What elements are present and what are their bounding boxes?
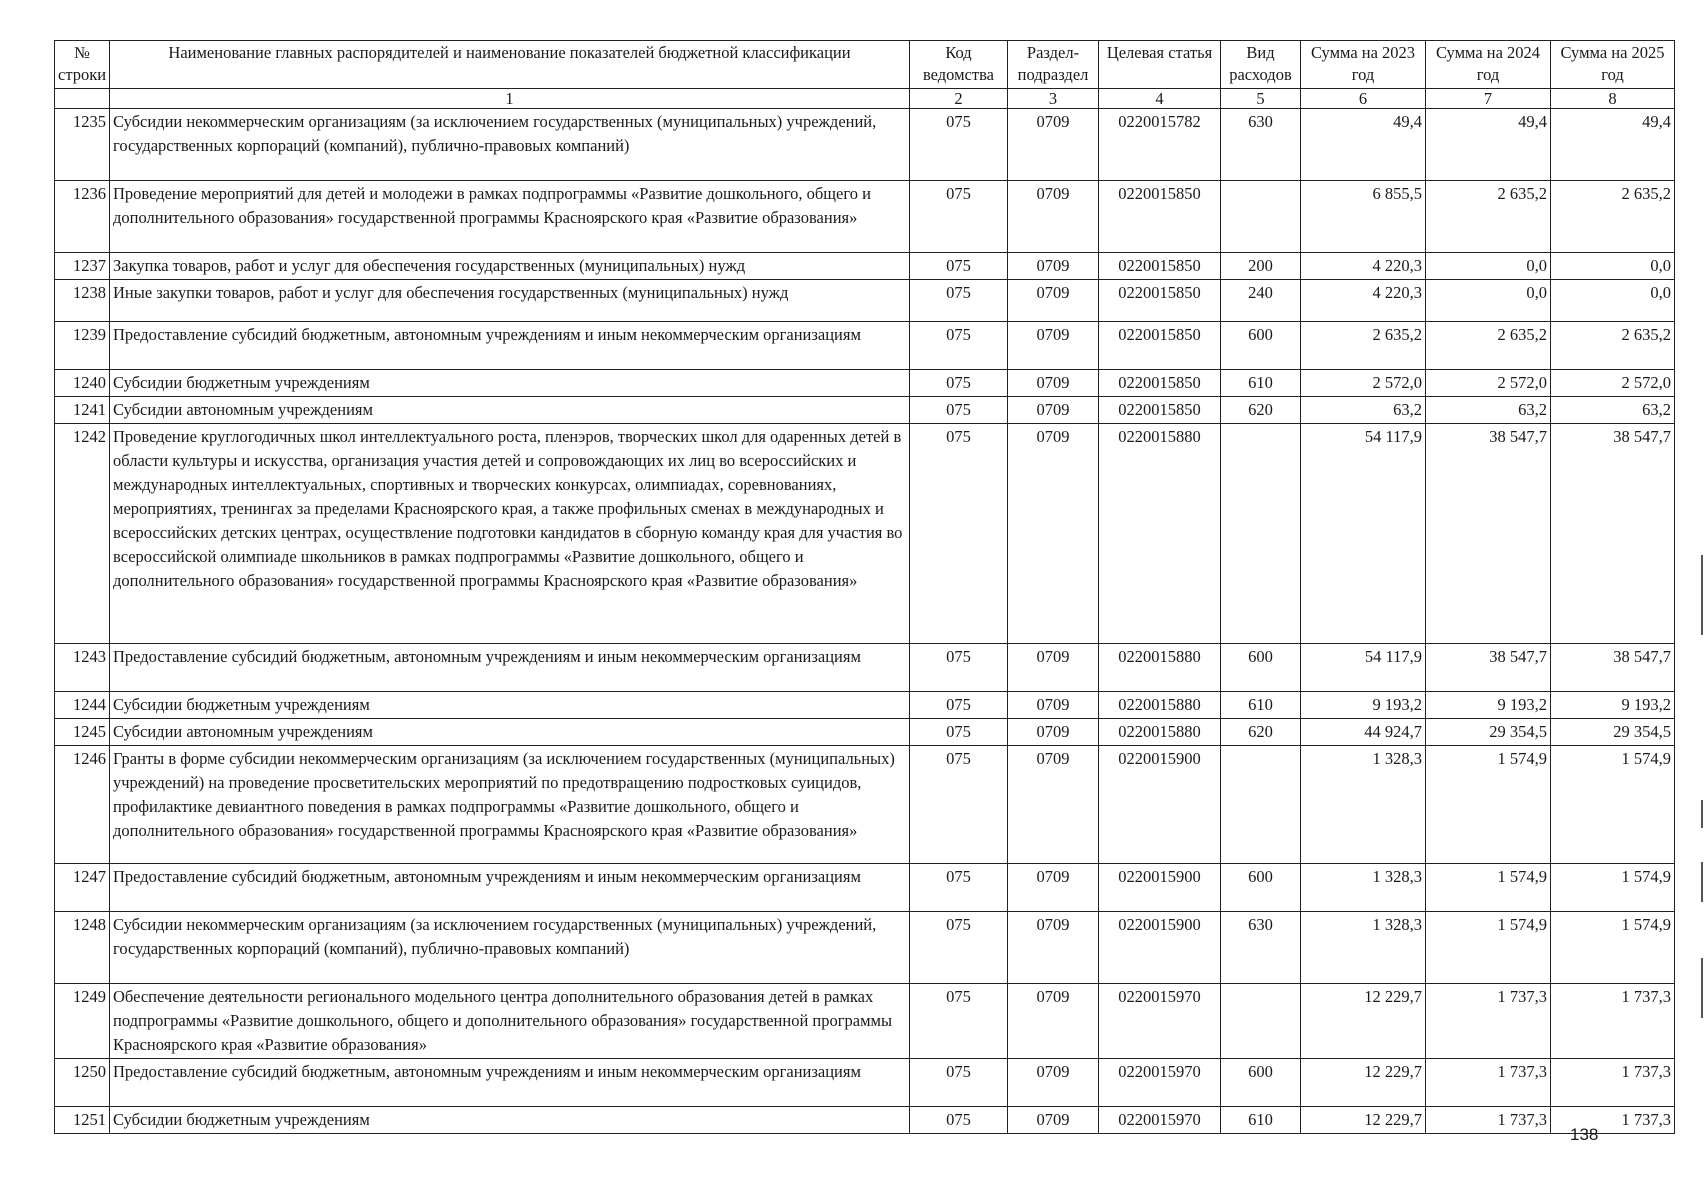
indicator-name: Предоставление субсидий бюджетным, автономным учреждениям и иным некоммерческим организациям xyxy=(110,322,910,370)
section-code: 0709 xyxy=(1008,644,1099,692)
sum-2025: 49,4 xyxy=(1551,109,1675,181)
expense-type: 620 xyxy=(1221,719,1301,746)
dept-code: 075 xyxy=(910,109,1008,181)
table-row xyxy=(55,397,1675,424)
row-number: 1242 xyxy=(55,424,110,644)
row-number: 1235 xyxy=(55,109,110,181)
sum-2025: 9 193,2 xyxy=(1551,692,1675,719)
row-number: 1247 xyxy=(55,863,110,911)
dept-code: 075 xyxy=(910,1058,1008,1106)
expense-type xyxy=(1221,745,1301,863)
row-number: 1240 xyxy=(55,370,110,397)
row-number: 1239 xyxy=(55,322,110,370)
table-row xyxy=(55,424,1675,644)
expense-type xyxy=(1221,424,1301,644)
row-number: 1248 xyxy=(55,911,110,983)
target-article: 0220015880 xyxy=(1099,692,1221,719)
sum-2025: 38 547,7 xyxy=(1551,424,1675,644)
row-number: 1245 xyxy=(55,719,110,746)
sum-2023: 4 220,3 xyxy=(1301,253,1426,280)
sum-2024: 1 737,3 xyxy=(1426,1106,1551,1133)
sum-2024: 1 737,3 xyxy=(1426,983,1551,1058)
table-row xyxy=(55,181,1675,253)
header-expense-type: Вид расходов xyxy=(1221,41,1301,89)
section-code: 0709 xyxy=(1008,911,1099,983)
indicator-name: Субсидии автономным учреждениям xyxy=(110,719,910,746)
indicator-name: Субсидии некоммерческим организациям (за исключением государственных (муниципальных) учреждений, государственных корпораций (компаний), публично-правовых компаний) xyxy=(110,911,910,983)
sum-2023: 1 328,3 xyxy=(1301,863,1426,911)
indicator-name: Предоставление субсидий бюджетным, автономным учреждениям и иным некоммерческим организациям xyxy=(110,644,910,692)
header-row xyxy=(55,41,1675,89)
table-body xyxy=(55,109,1675,1133)
section-code: 0709 xyxy=(1008,424,1099,644)
column-number xyxy=(55,88,110,109)
target-article: 0220015880 xyxy=(1099,644,1221,692)
sum-2023: 54 117,9 xyxy=(1301,424,1426,644)
expense-type: 600 xyxy=(1221,1058,1301,1106)
page-number: 138 xyxy=(1570,1125,1599,1144)
row-number: 1236 xyxy=(55,181,110,253)
dept-code: 075 xyxy=(910,424,1008,644)
dept-code: 075 xyxy=(910,911,1008,983)
expense-type: 610 xyxy=(1221,1106,1301,1133)
row-number: 1246 xyxy=(55,745,110,863)
sum-2025: 2 635,2 xyxy=(1551,322,1675,370)
table-row xyxy=(55,1106,1675,1133)
expense-type: 630 xyxy=(1221,109,1301,181)
target-article: 0220015850 xyxy=(1099,397,1221,424)
dept-code: 075 xyxy=(910,397,1008,424)
table-row xyxy=(55,280,1675,322)
target-article: 0220015970 xyxy=(1099,1058,1221,1106)
target-article: 0220015970 xyxy=(1099,983,1221,1058)
sum-2023: 1 328,3 xyxy=(1301,911,1426,983)
table-row xyxy=(55,370,1675,397)
expense-type: 610 xyxy=(1221,692,1301,719)
header-section: Раздел-подраздел xyxy=(1008,41,1099,89)
row-number: 1241 xyxy=(55,397,110,424)
row-number: 1249 xyxy=(55,983,110,1058)
column-number: 2 xyxy=(910,88,1008,109)
dept-code: 075 xyxy=(910,280,1008,322)
expense-type: 200 xyxy=(1221,253,1301,280)
sum-2023: 2 572,0 xyxy=(1301,370,1426,397)
indicator-name: Субсидии некоммерческим организациям (за исключением государственных (муниципальных) учреждений, государственных корпораций (компаний), публично-правовых компаний) xyxy=(110,109,910,181)
expense-type: 600 xyxy=(1221,863,1301,911)
expense-type: 630 xyxy=(1221,911,1301,983)
budget-table xyxy=(54,40,1675,1134)
sum-2025: 2 635,2 xyxy=(1551,181,1675,253)
header-sum-2023: Сумма на 2023 год xyxy=(1301,41,1426,89)
sum-2025: 0,0 xyxy=(1551,253,1675,280)
section-code: 0709 xyxy=(1008,397,1099,424)
table-row xyxy=(55,983,1675,1058)
dept-code: 075 xyxy=(910,322,1008,370)
table-row xyxy=(55,322,1675,370)
dept-code: 075 xyxy=(910,719,1008,746)
sum-2025: 63,2 xyxy=(1551,397,1675,424)
dept-code: 075 xyxy=(910,644,1008,692)
section-code: 0709 xyxy=(1008,983,1099,1058)
sum-2025: 1 737,3 xyxy=(1551,1058,1675,1106)
dept-code: 075 xyxy=(910,253,1008,280)
sum-2024: 29 354,5 xyxy=(1426,719,1551,746)
table-row xyxy=(55,253,1675,280)
target-article: 0220015970 xyxy=(1099,1106,1221,1133)
dept-code: 075 xyxy=(910,745,1008,863)
row-number: 1237 xyxy=(55,253,110,280)
section-code: 0709 xyxy=(1008,1058,1099,1106)
section-code: 0709 xyxy=(1008,745,1099,863)
section-code: 0709 xyxy=(1008,253,1099,280)
section-code: 0709 xyxy=(1008,370,1099,397)
sum-2024: 2 572,0 xyxy=(1426,370,1551,397)
target-article: 0220015850 xyxy=(1099,253,1221,280)
scan-margin-marks xyxy=(1699,0,1707,1200)
dept-code: 075 xyxy=(910,983,1008,1058)
table-row xyxy=(55,745,1675,863)
sum-2023: 1 328,3 xyxy=(1301,745,1426,863)
target-article: 0220015850 xyxy=(1099,370,1221,397)
row-number: 1243 xyxy=(55,644,110,692)
sum-2023: 63,2 xyxy=(1301,397,1426,424)
sum-2023: 54 117,9 xyxy=(1301,644,1426,692)
dept-code: 075 xyxy=(910,1106,1008,1133)
sum-2024: 1 737,3 xyxy=(1426,1058,1551,1106)
sum-2023: 12 229,7 xyxy=(1301,983,1426,1058)
sum-2024: 2 635,2 xyxy=(1426,322,1551,370)
indicator-name: Закупка товаров, работ и услуг для обеспечения государственных (муниципальных) нужд xyxy=(110,253,910,280)
sum-2023: 9 193,2 xyxy=(1301,692,1426,719)
expense-type: 240 xyxy=(1221,280,1301,322)
indicator-name: Предоставление субсидий бюджетным, автономным учреждениям и иным некоммерческим организациям xyxy=(110,863,910,911)
row-number: 1238 xyxy=(55,280,110,322)
sum-2023: 12 229,7 xyxy=(1301,1106,1426,1133)
target-article: 0220015880 xyxy=(1099,424,1221,644)
sum-2025: 1 574,9 xyxy=(1551,745,1675,863)
section-code: 0709 xyxy=(1008,692,1099,719)
indicator-name: Предоставление субсидий бюджетным, автономным учреждениям и иным некоммерческим организациям xyxy=(110,1058,910,1106)
section-code: 0709 xyxy=(1008,863,1099,911)
sum-2024: 0,0 xyxy=(1426,280,1551,322)
sum-2025: 1 574,9 xyxy=(1551,911,1675,983)
header-dept-code: Код ведомства xyxy=(910,41,1008,89)
sum-2025: 2 572,0 xyxy=(1551,370,1675,397)
sum-2023: 4 220,3 xyxy=(1301,280,1426,322)
header-row-number: № строки xyxy=(55,41,110,89)
column-number: 7 xyxy=(1426,88,1551,109)
indicator-name: Иные закупки товаров, работ и услуг для обеспечения государственных (муниципальных) нужд xyxy=(110,280,910,322)
section-code: 0709 xyxy=(1008,322,1099,370)
sum-2024: 1 574,9 xyxy=(1426,745,1551,863)
sum-2023: 12 229,7 xyxy=(1301,1058,1426,1106)
section-code: 0709 xyxy=(1008,181,1099,253)
expense-type: 600 xyxy=(1221,322,1301,370)
section-code: 0709 xyxy=(1008,109,1099,181)
target-article: 0220015900 xyxy=(1099,863,1221,911)
expense-type: 600 xyxy=(1221,644,1301,692)
section-code: 0709 xyxy=(1008,719,1099,746)
sum-2025: 1 737,3 xyxy=(1551,983,1675,1058)
target-article: 0220015850 xyxy=(1099,280,1221,322)
column-number: 6 xyxy=(1301,88,1426,109)
indicator-name: Проведение круглогодичных школ интеллектуального роста, пленэров, творческих школ для одаренных детей в области культуры и искусства, организация участия детей и сопровождающих их лиц во всероссийских и международных интеллектуальных, спортивных и творческих конкурсах, олимпиадах, соревнованиях, мероприятиях, тренингах за пределами Красноярского края, а также профильных сменах в международных и всероссийских детских центрах, осуществление подготовки кандидатов в сборную команду края для участия во всероссийской олимпиаде школьников в рамках подпрограммы «Развитие дошкольного, общего и дополнительного образования» государственной программы Красноярского края «Развитие образования» xyxy=(110,424,910,644)
sum-2025: 29 354,5 xyxy=(1551,719,1675,746)
indicator-name: Субсидии бюджетным учреждениям xyxy=(110,1106,910,1133)
section-code: 0709 xyxy=(1008,1106,1099,1133)
header-target: Целевая статья xyxy=(1099,41,1221,89)
sum-2024: 38 547,7 xyxy=(1426,424,1551,644)
section-code: 0709 xyxy=(1008,280,1099,322)
expense-type: 610 xyxy=(1221,370,1301,397)
table-row xyxy=(55,719,1675,746)
expense-type: 620 xyxy=(1221,397,1301,424)
sum-2023: 2 635,2 xyxy=(1301,322,1426,370)
column-number: 4 xyxy=(1099,88,1221,109)
header-sum-2024: Сумма на 2024 год xyxy=(1426,41,1551,89)
table-row xyxy=(55,644,1675,692)
sum-2025: 1 574,9 xyxy=(1551,863,1675,911)
sum-2024: 1 574,9 xyxy=(1426,911,1551,983)
sum-2024: 0,0 xyxy=(1426,253,1551,280)
sum-2024: 49,4 xyxy=(1426,109,1551,181)
column-number: 3 xyxy=(1008,88,1099,109)
sum-2024: 1 574,9 xyxy=(1426,863,1551,911)
indicator-name: Субсидии бюджетным учреждениям xyxy=(110,692,910,719)
sum-2024: 9 193,2 xyxy=(1426,692,1551,719)
header-sum-2025: Сумма на 2025 год xyxy=(1551,41,1675,89)
indicator-name: Проведение мероприятий для детей и молодежи в рамках подпрограммы «Развитие дошкольного, общего и дополнительного образования» государственной программы Красноярского края «Развитие образования» xyxy=(110,181,910,253)
expense-type xyxy=(1221,983,1301,1058)
column-number: 1 xyxy=(110,88,910,109)
row-number: 1251 xyxy=(55,1106,110,1133)
column-number: 5 xyxy=(1221,88,1301,109)
row-number: 1250 xyxy=(55,1058,110,1106)
table-row xyxy=(55,1058,1675,1106)
sum-2024: 2 635,2 xyxy=(1426,181,1551,253)
expense-type xyxy=(1221,181,1301,253)
indicator-name: Гранты в форме субсидии некоммерческим организациям (за исключением государственных (муниципальных) учреждений) на проведение просветительских мероприятий по предотвращению подростковых суицидов, профилактике девиантного поведения в рамках подпрограммы «Развитие дошкольного, общего и дополнительного образования» государственной программы Красноярского края «Развитие образования» xyxy=(110,745,910,863)
target-article: 0220015900 xyxy=(1099,745,1221,863)
sum-2024: 38 547,7 xyxy=(1426,644,1551,692)
table-row xyxy=(55,911,1675,983)
target-article: 0220015850 xyxy=(1099,181,1221,253)
indicator-name: Обеспечение деятельности регионального модельного центра дополнительного образования детей в рамках подпрограммы «Развитие дошкольного, общего и дополнительного образования» государственной программы Красноярского края «Развитие образования» xyxy=(110,983,910,1058)
table-row xyxy=(55,109,1675,181)
dept-code: 075 xyxy=(910,863,1008,911)
dept-code: 075 xyxy=(910,181,1008,253)
target-article: 0220015782 xyxy=(1099,109,1221,181)
sum-2024: 63,2 xyxy=(1426,397,1551,424)
sum-2025: 0,0 xyxy=(1551,280,1675,322)
target-article: 0220015850 xyxy=(1099,322,1221,370)
target-article: 0220015880 xyxy=(1099,719,1221,746)
sum-2025: 38 547,7 xyxy=(1551,644,1675,692)
indicator-name: Субсидии бюджетным учреждениям xyxy=(110,370,910,397)
column-number: 8 xyxy=(1551,88,1675,109)
sum-2025: 1 737,3 xyxy=(1551,1106,1675,1133)
target-article: 0220015900 xyxy=(1099,911,1221,983)
sum-2023: 44 924,7 xyxy=(1301,719,1426,746)
header-name: Наименование главных распорядителей и наименование показателей бюджетной классификации xyxy=(110,41,910,89)
dept-code: 075 xyxy=(910,692,1008,719)
row-number: 1244 xyxy=(55,692,110,719)
sum-2023: 49,4 xyxy=(1301,109,1426,181)
column-number-row xyxy=(55,88,1675,109)
table-row xyxy=(55,692,1675,719)
indicator-name: Субсидии автономным учреждениям xyxy=(110,397,910,424)
sum-2023: 6 855,5 xyxy=(1301,181,1426,253)
table-row xyxy=(55,863,1675,911)
dept-code: 075 xyxy=(910,370,1008,397)
